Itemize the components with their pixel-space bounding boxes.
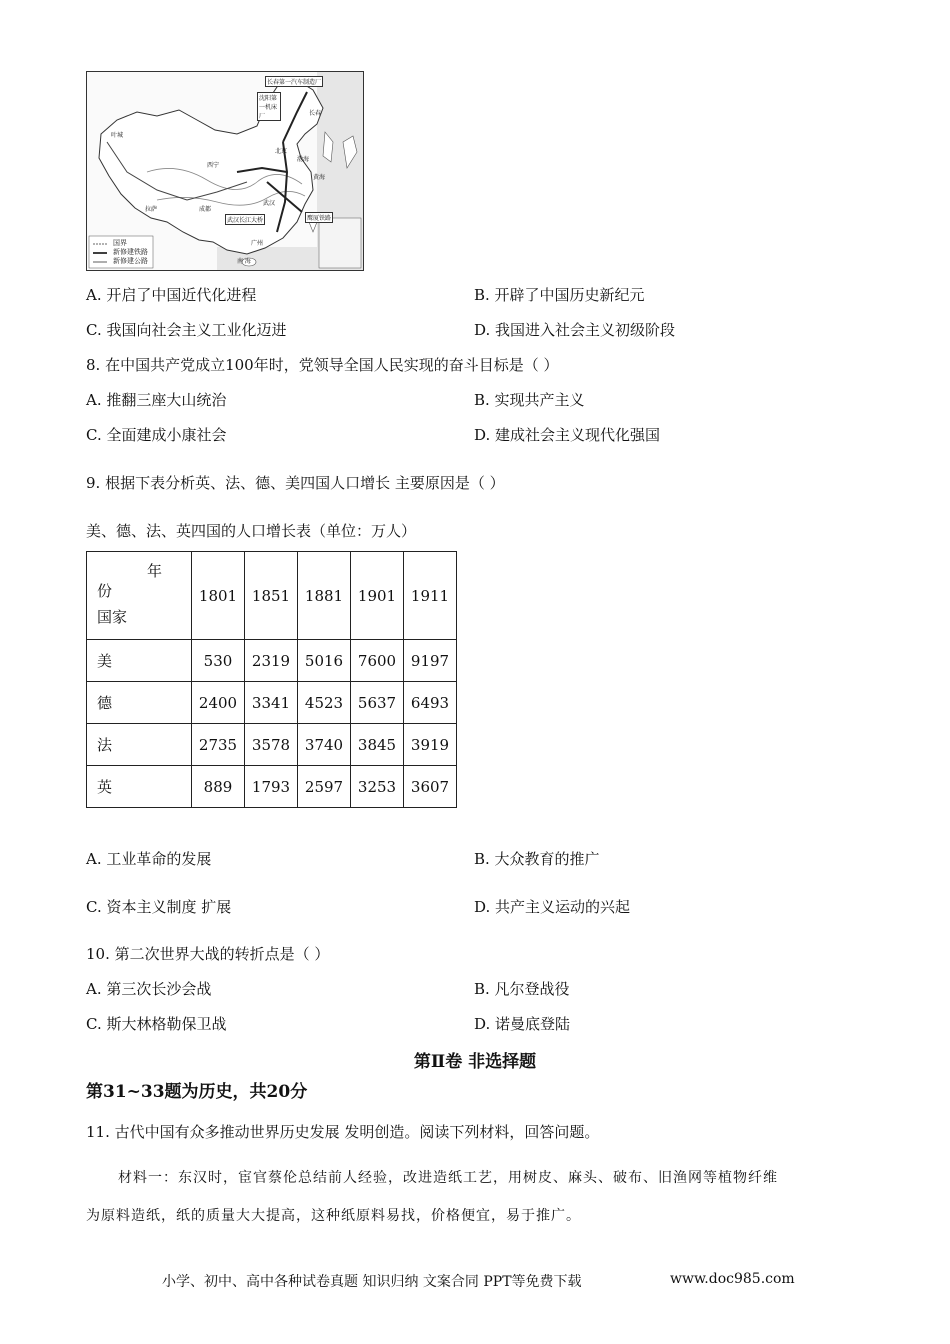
value-cell: 2319 [245, 640, 298, 682]
table-row [87, 766, 457, 808]
map-label-changchun-plant: 长春第一汽车制造厂 [265, 76, 323, 87]
map-label-south-sea: 南 海 [237, 258, 251, 265]
q7-option-b: B. 开辟了中国历史新纪元 [474, 286, 645, 304]
value-cell: 3607 [404, 766, 457, 808]
map-label-changchun: 长春 [309, 110, 322, 117]
country-cell: 美 [87, 640, 192, 682]
map-legend-road: 新修建公路 [113, 257, 148, 265]
q11-material-line2: 为原料造纸，纸的质量大大提高，这种纸原料易找，价格便宜，易于推广。 [86, 1208, 581, 1224]
header-fen-label: 份 [97, 582, 113, 600]
table-row [87, 640, 457, 682]
value-cell: 3253 [351, 766, 404, 808]
map-label-xining: 西宁 [207, 162, 220, 169]
value-cell: 3845 [351, 724, 404, 766]
q10-option-d: D. 诺曼底登陆 [474, 1015, 571, 1033]
q7-option-d: D. 我国进入社会主义初级阶段 [474, 321, 676, 339]
map-label-wuhan-bridge: 武汉长江大桥 [225, 214, 265, 225]
table-row [87, 724, 457, 766]
q9-option-b: B. 大众教育的推广 [474, 850, 600, 868]
map-label-beijing: 北京 [275, 148, 288, 155]
value-cell: 7600 [351, 640, 404, 682]
value-cell: 1793 [245, 766, 298, 808]
q10-option-c: C. 斯大林格勒保卫战 [86, 1015, 227, 1033]
part2-title: 第Ⅱ卷 非选择题 [413, 1052, 537, 1072]
value-cell: 2735 [192, 724, 245, 766]
map-label-shenyang-plant: 沈阳第一机床厂 [257, 92, 281, 121]
map-label-guangzhou: 广州 [251, 240, 264, 247]
value-cell: 3740 [298, 724, 351, 766]
part2-subtitle: 第31~33题为历史，共20分 [86, 1082, 308, 1102]
year-cell: 1881 [298, 552, 351, 640]
q9-option-c: C. 资本主义制度 扩展 [86, 898, 232, 916]
q9-table-title: 美、德、法、英四国的人口增长表（单位：万人） [86, 522, 417, 540]
china-map-figure [86, 71, 364, 271]
q8-option-a: A. 推翻三座大山统治 [86, 391, 227, 409]
population-table [86, 551, 457, 808]
map-label-yingxia-railway: 鹰厦铁路 [305, 212, 333, 223]
q8-stem: 8. 在中国共产党成立100年时，党领导全国人民实现的奋斗目标是（ ） [86, 356, 559, 374]
country-cell: 英 [87, 766, 192, 808]
value-cell: 2400 [192, 682, 245, 724]
value-cell: 5016 [298, 640, 351, 682]
table-corner-cell [87, 552, 192, 640]
q10-option-b: B. 凡尔登战役 [474, 980, 570, 998]
china-map-drawing [87, 72, 363, 270]
header-country-label: 国家 [97, 608, 128, 626]
value-cell: 3919 [404, 724, 457, 766]
map-label-chengdu: 成都 [199, 206, 212, 213]
map-legend-railway: 新修建铁路 [113, 248, 148, 256]
map-legend-border: 国界 [113, 239, 127, 247]
value-cell: 2597 [298, 766, 351, 808]
value-cell: 9197 [404, 640, 457, 682]
q9-option-a: A. 工业革命的发展 [86, 850, 212, 868]
year-cell: 1801 [192, 552, 245, 640]
q9-stem: 9. 根据下表分析英、法、德、美四国人口增长 主要原因是（ ） [86, 474, 505, 492]
q7-option-c: C. 我国向社会主义工业化迈进 [86, 321, 287, 339]
q8-option-b: B. 实现共产主义 [474, 391, 585, 409]
country-cell: 法 [87, 724, 192, 766]
map-label-yecheng: 叶城 [111, 132, 124, 139]
q11-material-line1: 材料一：东汉时，宦官蔡伦总结前人经验，改进造纸工艺，用树皮、麻头、破布、旧渔网等植物纤维 [118, 1170, 778, 1186]
table-header-row [87, 552, 457, 640]
q8-option-d: D. 建成社会主义现代化强国 [474, 426, 661, 444]
value-cell: 3578 [245, 724, 298, 766]
map-label-bohai: 渤海 [297, 156, 310, 163]
value-cell: 3341 [245, 682, 298, 724]
map-label-huanghai: 黄海 [313, 174, 326, 181]
year-cell: 1901 [351, 552, 404, 640]
map-label-wuhan: 武汉 [263, 200, 276, 207]
map-label-lhasa: 拉萨 [145, 206, 158, 213]
header-year-label: 年 [147, 562, 163, 580]
year-cell: 1851 [245, 552, 298, 640]
q10-option-a: A. 第三次长沙会战 [86, 980, 212, 998]
q11-stem: 11. 古代中国有众多推动世界历史发展 发明创造。阅读下列材料，回答问题。 [86, 1123, 600, 1141]
q10-stem: 10. 第二次世界大战的转折点是（ ） [86, 945, 330, 963]
table-row [87, 682, 457, 724]
value-cell: 530 [192, 640, 245, 682]
q9-option-d: D. 共产主义运动的兴起 [474, 898, 631, 916]
q8-option-c: C. 全面建成小康社会 [86, 426, 227, 444]
value-cell: 6493 [404, 682, 457, 724]
q7-option-a: A. 开启了中国近代化进程 [86, 286, 257, 304]
country-cell: 德 [87, 682, 192, 724]
footer-text: 小学、初中、高中各种试卷真题 知识归纳 文案合同 PPT等免费下载 [162, 1274, 582, 1290]
value-cell: 4523 [298, 682, 351, 724]
value-cell: 889 [192, 766, 245, 808]
year-cell: 1911 [404, 552, 457, 640]
footer-url[interactable]: www.doc985.com [670, 1271, 795, 1287]
value-cell: 5637 [351, 682, 404, 724]
